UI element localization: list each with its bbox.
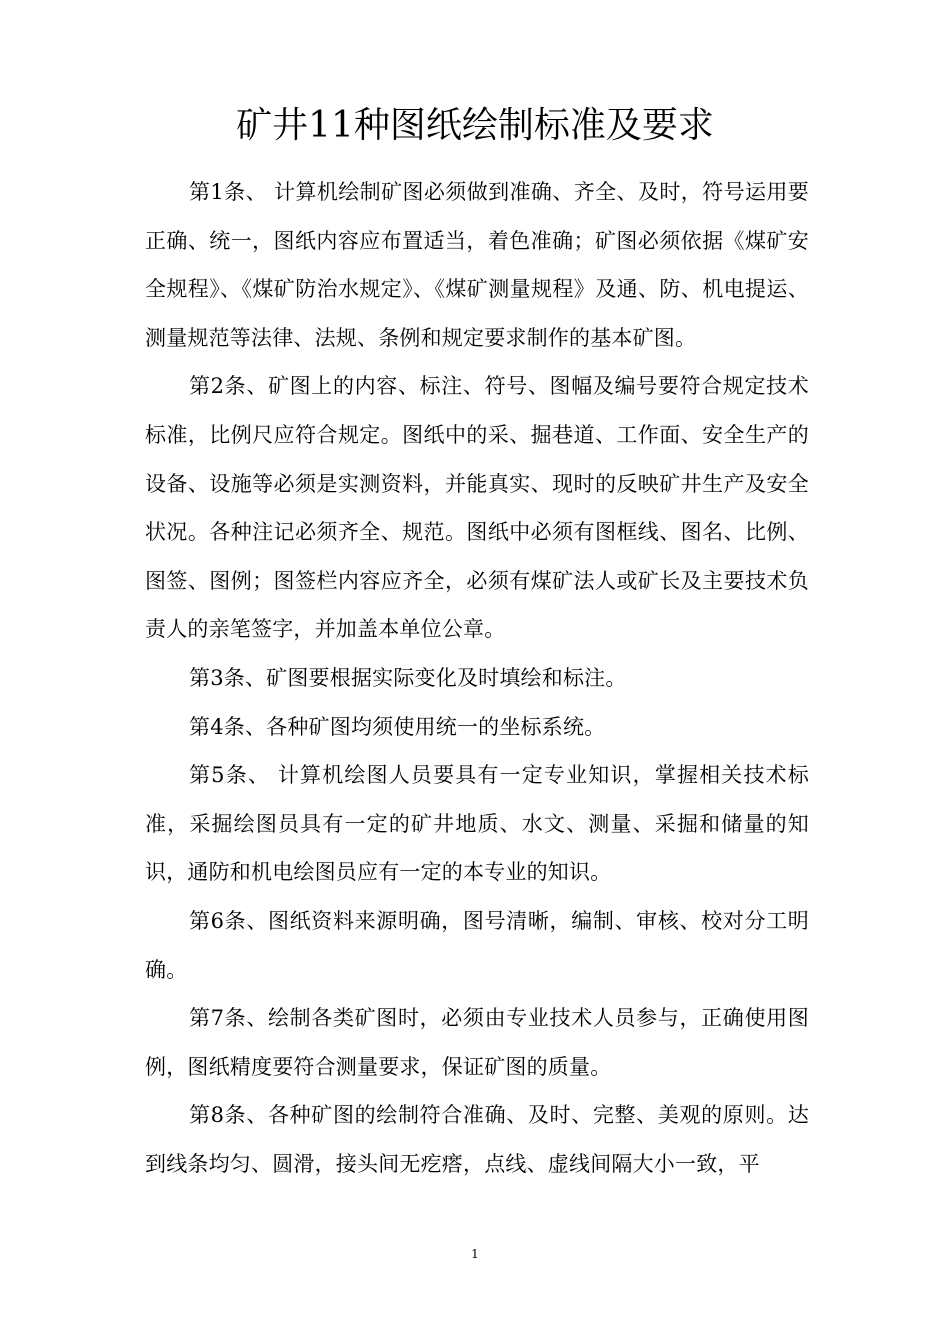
paragraph-article-6: 第6条、图纸资料来源明确，图号清晰，编制、审核、校对分工明确。 <box>145 908 809 982</box>
paragraph-article-3: 第3条、矿图要根据实际变化及时填绘和标注。 <box>189 665 627 690</box>
paragraph-article-2: 第2条、矿图上的内容、标注、符号、图幅及编号要符合规定技术标准，比例尺应符合规定。图纸中的采、掘巷道、工作面、安全生产的设备、设施等必须是实测资料，并能真实、现时的反映矿井生产及安全状况。各种注记必须齐全、规范。图纸中必须有图框线、图名、比例、图签、图例；图签栏内容应齐全，必须有煤矿法人或矿长及主要技术负责人的亲笔签字，并加盖本单位公章。 <box>145 374 809 642</box>
paragraph-article-5: 第5条、 计算机绘图人员要具有一定专业知识，掌握相关技术标准，采掘绘图员具有一定的矿井地质、水文、测量、采掘和储量的知识，通防和机电绘图员应有一定的本专业的知识。 <box>145 763 809 885</box>
paragraph-article-8: 第8条、各种矿图的绘制符合准确、及时、完整、美观的原则。达到线条均匀、圆滑，接头间无疙瘩，点线、虚线间隔大小一致，平 <box>145 1103 809 1176</box>
document-body <box>145 168 809 1188</box>
document-title: 矿井11种图纸绘制标准及要求 <box>236 105 714 146</box>
paragraph-article-1: 第1条、 计算机绘制矿图必须做到准确、齐全、及时，符号运用要正确、统一，图纸内容应布置适当，着色准确；矿图必须依据《煤矿安全规程》、《煤矿防治水规定》、《煤矿测量规程》及通、防、机电提运、测量规范等法律、法规、条例和规定要求制作的基本矿图。 <box>145 180 809 350</box>
page-number: 1 <box>471 1247 479 1261</box>
paragraph-article-7: 第7条、绘制各类矿图时，必须由专业技术人员参与，正确使用图例，图纸精度要符合测量要求，保证矿图的质量。 <box>145 1006 809 1079</box>
paragraph-article-4: 第4条、各种矿图均须使用统一的坐标系统。 <box>189 714 606 739</box>
